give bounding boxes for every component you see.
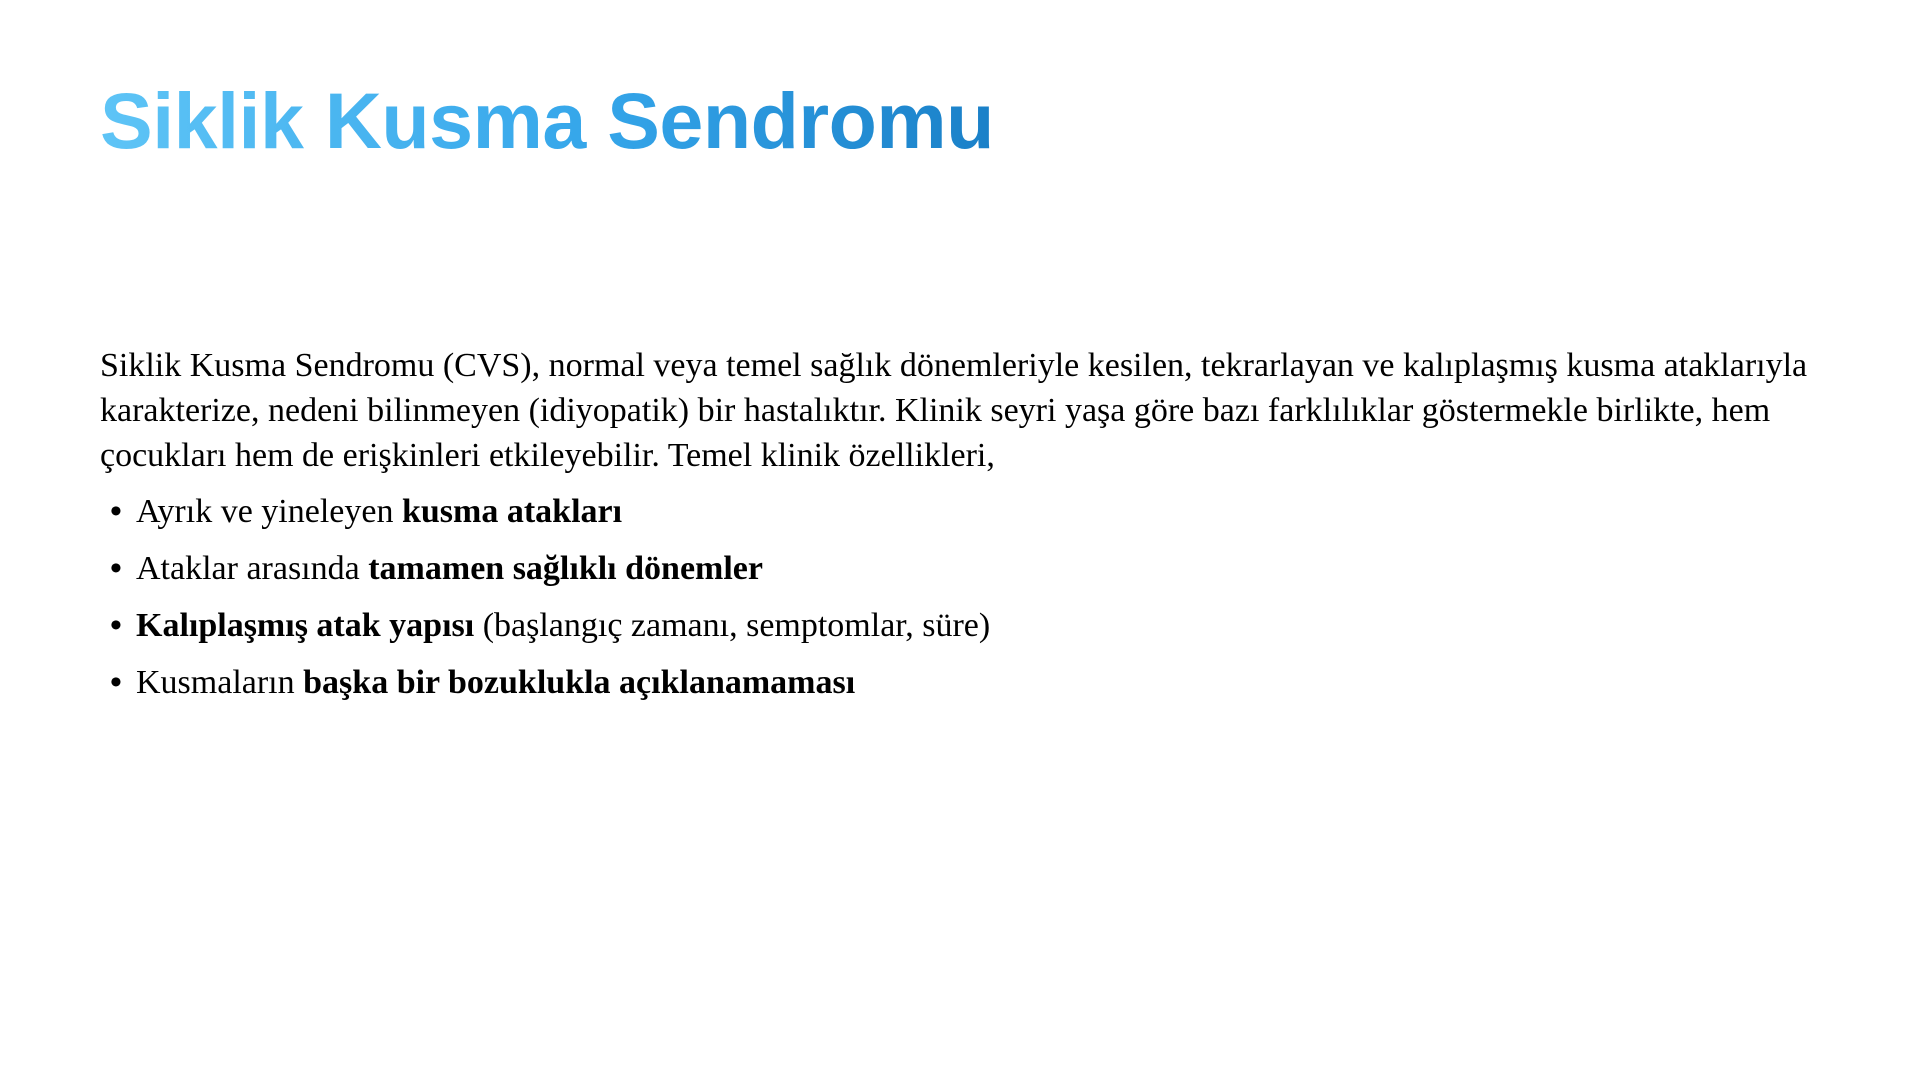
- list-item-bold-text: Kalıplaşmış atak yapısı: [136, 607, 475, 644]
- bullet-icon: •: [110, 493, 122, 530]
- list-item-normal-text: Ataklar arasında: [136, 550, 369, 587]
- list-item-bold-text: tamamen sağlıklı dönemler: [368, 550, 763, 587]
- intro-paragraph: Siklik Kusma Sendromu (CVS), normal veya temel sağlık dönemleriyle kesilen, tekrarlayan ve kalıplaşmış kusma ataklarıyla karakterize, nedeni bilinmeyen (idiyopatik) bir hastalıktır. Klinik seyri yaşa göre bazı farklılıklar göstermekle birlikte, hem çocukları hem de erişkinleri etkileyebilir. Temel klinik özellikleri,: [100, 347, 1808, 474]
- list-item-text: [136, 603, 990, 648]
- list-item-text: [136, 546, 763, 591]
- list-item-bold-text: başka bir bozuklukla açıklanamaması: [303, 664, 856, 701]
- list-item-normal-text: Ayrık ve yineleyen: [136, 493, 402, 530]
- list-item: [100, 546, 1820, 591]
- bullet-icon: •: [110, 550, 122, 587]
- list-item-bold-text: kusma atakları: [401, 493, 623, 530]
- bullet-icon: •: [110, 607, 122, 644]
- list-item: [100, 489, 1820, 534]
- list-item-text: [136, 489, 622, 534]
- list-item-normal-text: (başlangıç zamanı, semptomlar, süre): [474, 607, 991, 644]
- list-item: [100, 603, 1820, 648]
- feature-list: [100, 489, 1820, 705]
- bullet-icon: •: [110, 664, 122, 701]
- list-item-normal-text: Kusmaların: [136, 664, 304, 701]
- slide-body: [100, 343, 1820, 717]
- list-item-text: [136, 660, 855, 705]
- slide-title: Siklik Kusma Sendromu: [100, 76, 994, 165]
- list-item: [100, 660, 1820, 705]
